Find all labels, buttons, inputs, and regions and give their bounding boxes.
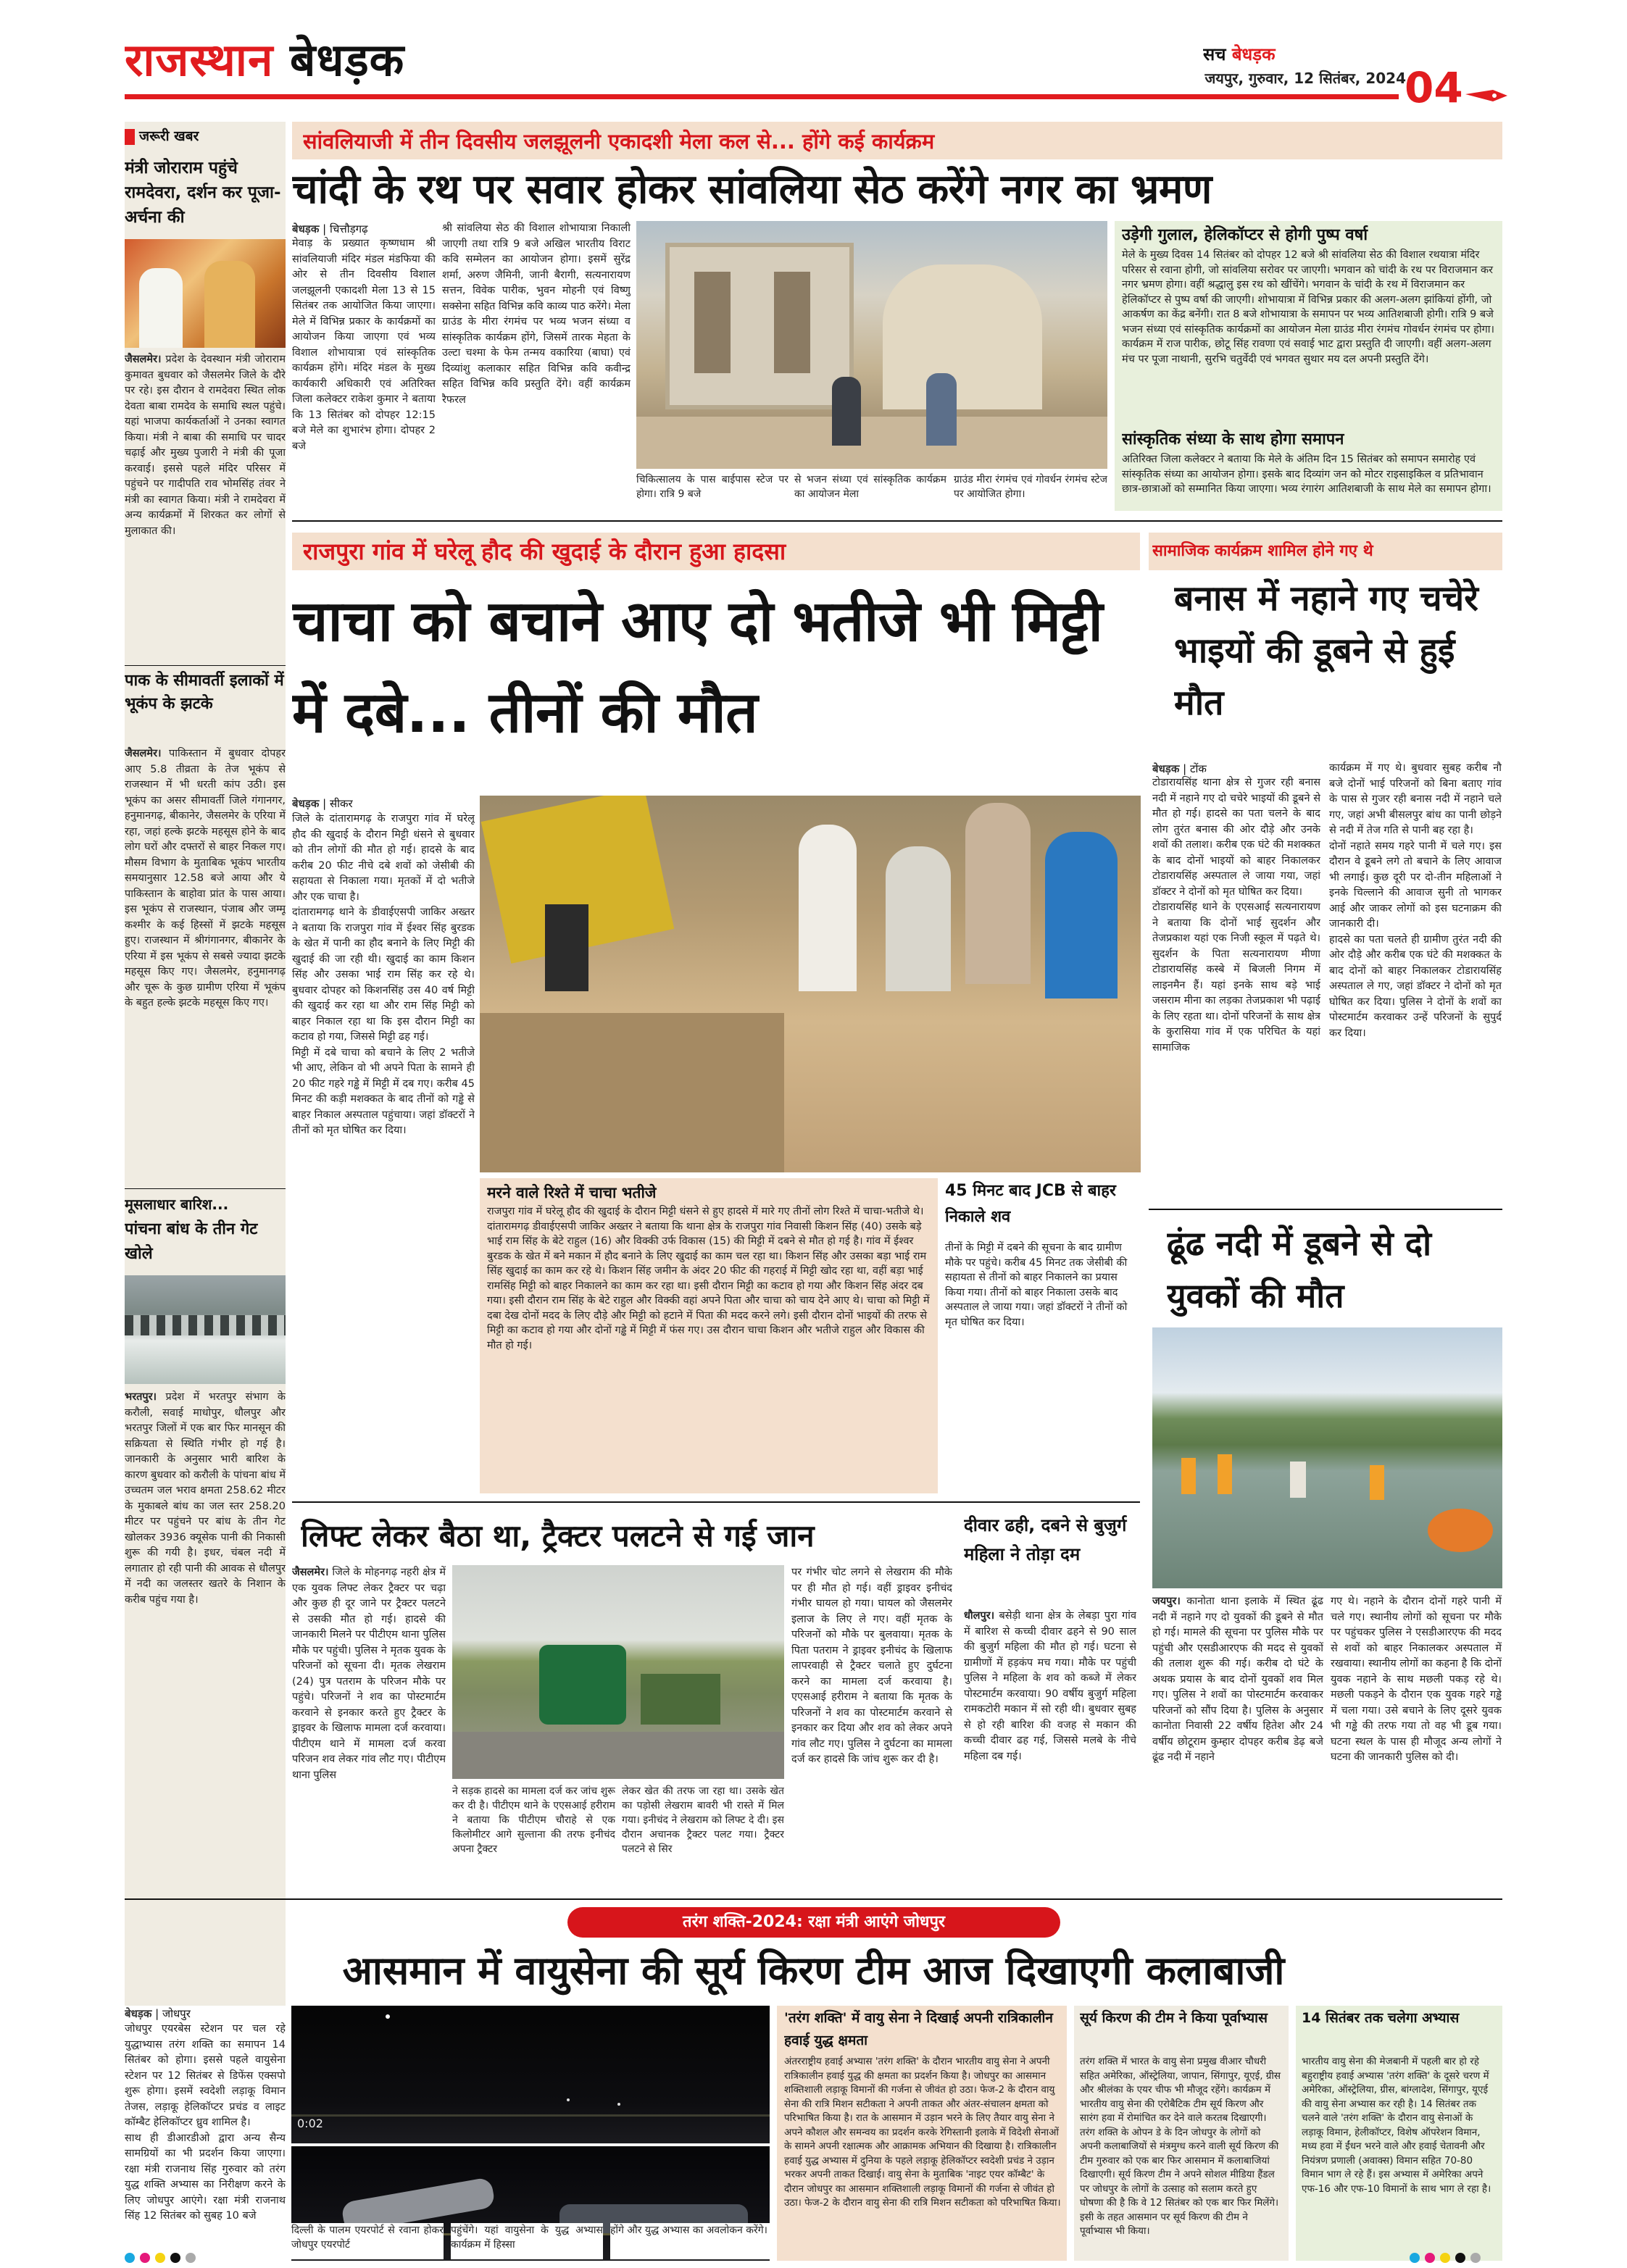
s1-text: प्रदेश के देवस्थान मंत्री जोराराम कुमावत बुधवार को जैसलमेर जिले के दौरे पर रहे। इस दौरान वे रामदेवरा स्थित लोक देवता बाबा रामदेव के समाधि स्थल पहुंचे। यहां भाजपा कार्यकर्ताओं ने उनका स्वागत किया। मंत्री ने बाबा की समाधि पर चादर चढ़ाई और मुख्य पुजारी ने मंत्री की पूजा करवाई। इससे पहले मंदिर परिसर में पहुंचने पर गादीपति राव भोमसिंह तंवर ने मंत्री का स्वागत किया। मंत्री ने रामदेवरा में अन्य कार्यक्रमों में शिरकत कर लोगों से मुलाकात की।: [125, 354, 286, 537]
story2-box-text: राजपुरा गांव में घरेलू हौद की खुदाई के दौरान मिट्टी धंसने से हुए हादसे में मारे गए तीनों लोग रिश्ते में चाचा-भतीजे थे। दांतारामगढ़ डीवाईएसपी जाकिर अख्तर ने बताया कि थाना क्षेत्र के राजपुरा गांव निवासी किशन सिंह (40) उसके बड़े भाई राम सिंह के बेटे राहुल (16) और विक्की उर्फ विकास (15) की मिट्टी में दबने से मौत हो गई है। गांव में ईश्वर बुरडक के खेत में बने मकान में हौद बनाने के लिए खुदाई का काम चल रहा था। किशन सिंह और उसका बड़ा भाई राम सिंह खुदाई का काम कर रहे थे। किशन सिंह जमीन के अंदर 20 फीट की गहराई में मिट्टी खोद रहा था, वहीं बड़ा भाई रामसिंह मिट्टी को बाहर निकालने का काम कर रहा था। इसी दौरान मिट्टी का कटाव हो गया और किशन सिंह अंदर दब गया। इसी दौरान राम सिंह के बेटे राहुल और विक्की वहां अपने पिता और चाचा को चाय देने आए थे। चाचा को मिट्टी में दबा देख दोनों मदद के लिए दौड़े और मिट्टी को हटाने में पिता की मदद करने लगे। इसी दौरान दोनों भाइयों की तरफ से मिट्टी का कटाव हो गया और दोनों गड्ढे में मिट्टी में फंस गए। उस दौरान चाचा किशन और भतीजे राहुल और विकास की मौत हो गई।: [487, 1206, 930, 1351]
byline-place: जोधपुर: [162, 2007, 191, 2020]
story7-box1-head: 'तरंग शक्ति' में वायु सेना ने दिखाई अपनी रात्रिकालीन हवाई युद्ध क्षमता: [784, 2010, 1053, 2048]
magenta-dot: [1425, 2253, 1435, 2263]
tag-black: सच: [1203, 44, 1226, 64]
story2-byline: बेधड़क | सीकर: [292, 797, 353, 810]
story3-col1: टोडारायसिंह थाना क्षेत्र से गुजर रही बनास नदी में नहाने गए दो चचेरे भाइयों की डूबने से मौत हो गई। हादसे का पता चलने के बाद लोग तुरंत बनास की ओर दौड़े और उनके शवों की तलाश। करीब एक घंटे की मशक्कत के बाद दोनों भाइयों को बाहर निकालकर टोडारायसिंह अस्पताल ले जाया गया, जहां डॉक्टर ने दोनों को मृत घोषित कर दिया। टोडारायसिंह थाने के एएसआई सत्यनारायण ने बताया कि दोनों भाई सुदर्शन और तेजप्रकाश यहां एक निजी स्कूल में पढ़ते थे। सुदर्शन के पिता सत्यनारायण मीणा टोडारायसिंह कस्बे में बिजली निगम में लाइनमैन हैं। यहां इनके साथ बड़े भाई जसराम मीना का लड़का तेजप्रकाश भी पढ़ाई के लिए रहता था। दोनों परिजनों के साथ क्षेत्र के कुरासिया गांव में एक परिचित के यहां सामाजिक: [1152, 777, 1320, 1054]
story7-night-photo-1: [291, 2006, 770, 2143]
sidebar-divider: [125, 665, 286, 666]
story1-side-head2: सांस्कृतिक संध्या के साथ होगा समापन: [1122, 430, 1344, 449]
story4-col1: [1152, 1594, 1323, 1884]
story1-cap1: चिकित्सालय के पास बाईपास स्टेज पर होगा। रात्रि 9 बजे: [636, 474, 788, 500]
story7-box2-text: तरंग शक्ति में भारत के वायु सेना प्रमुख वीआर चौधरी सहित अमेरिका, ऑस्ट्रेलिया, जापान, सिंगापुर, यूएई, ग्रीस और श्रीलंका के एयर चीफ भी मौजूद रहेंगे। कार्यक्रम में भारतीय वायु सेना की एरोबैटिक टीम सूर्य किरण और सारंग हवा में रोमांचित कर देने वाले करतब दिखाएगी। तरंग शक्ति के ओपन डे के दिन जोधपुर के लोगों को अपनी कलाबाजियों से मंत्रमुग्ध करने वाली सूर्य किरण की टीम गुरुवार को एक बार फिर आसमान में कलाबाजियां दिखाएगी। सूर्य किरण टीम ने अपने सोशल मीडिया हैंडल पर जोधपुर के लोगों के उत्साह को सलाम करते हुए घोषणा की है कि वे 12 सितंबर को एक बार फिर मिलेंगे। इसी के तहत आसमान पर सूर्य किरण की टीम ने पूर्वाभ्यास भी किया।: [1080, 2056, 1281, 2237]
grey-dot: [186, 2253, 196, 2263]
section-divider: [292, 1501, 1140, 1503]
story4-col2: गए थे। नहाने के दौरान दोनों गहरे पानी में चले गए। स्थानीय लोगों को सूचना पर मौके पर पहुंचकर पुलिस ने एसडीआरएफ की मदद से शवों को बाहर निकालकर अस्पताल में रखवाया। स्थानीय लोगों का कहना है कि दोनों युवक नहाने के साथ मछली पकड़ रहे थे। मछली पकड़ने के दौरान एक युवक गहरे गड्ढे में चला गया। उसे बचाने के लिए दूसरे युवक भी गड्ढे की तरफ गया तो वह भी डूब गया। घटना स्थल के पास ही मौजूद अन्य लोगों ने घटना की जानकारी पुलिस को दी।: [1331, 1596, 1502, 1763]
masthead-rule: [125, 94, 1399, 99]
story2-headline: चाचा को बचाने आए दो भतीजे भी मिट्टी में दबे... तीनों की मौत: [292, 589, 1103, 746]
story7-cap1: दिल्ली के पालम एयरपोर्ट से रवाना होकर जोधपुर एयरपोर्ट: [291, 2223, 444, 2259]
story3-headline: बनास में नहाने गए चचेरे भाइयों की डूबने से हुई मौत: [1174, 578, 1478, 723]
s1-place: जैसलमेर।: [125, 354, 162, 365]
story7-kicker: तरंग शक्ति-2024: रक्षा मंत्री आएंगे जोधपुर: [683, 1913, 945, 1931]
story1-col2: श्री सांवलिया सेठ की विशाल शोभायात्रा निकाली जाएगी तथा रात्रि 9 बजे अखिल भारतीय विराट कवि सम्मेलन का आयोजन होगा। इसमें सुरेंद्र शर्मा, अरुण जैमिनी, जानी बैरागी, सत्यनारायण सत्तन, विवेक पारीक, भुवन मोहनी एवं विष्णु सक्सेना सहित विभिन्न कवि काव्य पाठ करेंगे। मेला ग्राउंड के मीरा रंगमंच पर भव्य भजन संध्या व सांस्कृतिक कार्यक्रम होंगे, जिसमें तारक मेहता के उल्टा चश्मा के फेम तन्मय वकारिया (बाघा) एवं दिव्यांशु कलाकार सहित विभिन्न कवि कवीन्द्र सहित विभिन्न कवि प्रस्तुति देंगे। वहीं कार्यक्रम रैफरल: [442, 222, 631, 406]
registration-marks-left: [125, 2252, 219, 2265]
s2-title: पाक के सीमावर्ती इलाकों में भूकंप के झटके: [125, 672, 284, 713]
s3-place: भरतपुर।: [125, 1391, 157, 1403]
story1-kicker: सांवलियाजी में तीन दिवसीय जलझूलनी एकादशी मेला कल से... होंगे कई कार्यक्रम: [303, 129, 935, 154]
story6-place: धौलपुर।: [964, 1610, 995, 1622]
byline-place: सीकर: [329, 797, 353, 810]
cyan-dot: [1410, 2253, 1420, 2263]
byline-brand: बेधड़क: [125, 2007, 152, 2020]
story5-headline: लिफ्ट लेकर बैठा था, ट्रैक्टर पलटने से गई जान: [301, 1518, 815, 1554]
s2-place: जैसलमेर।: [125, 748, 162, 759]
brand-black: बेधड़क: [289, 33, 405, 86]
magenta-dot: [140, 2253, 150, 2263]
black-dot: [170, 2253, 180, 2263]
story7-cap3: होंगे और युद्ध अभ्यास का अवलोकन करेंगे।: [610, 2223, 770, 2259]
story2-jcb-text: तीनों के मिट्टी में दबने की सूचना के बाद ग्रामीण मौके पर पहुंचे। करीब 45 मिनट तक जेसीबी की सहायता से तीनों को बाहर निकालने का प्रयास किया गया। तीनों को बाहर निकाला उसके बाद अस्पताल ले जाया गया। जहां डॉक्टरों ने तीनों को मृत घोषित कर दिया।: [945, 1242, 1128, 1328]
story1-side-text2: अतिरिक्त जिला कलेक्टर ने बताया कि मेले के अंतिम दिन 15 सितंबर को समापन समारोह एवं सांस्कृतिक संध्या का आयोजन होगा। इसके बाद दिव्यांग जन को मोटर राइसाइकिल व प्रतिभावान छात्र-छात्राओं को सम्मानित किया जाएगा। भव्य रंगारंग आतिशबाजी के साथ मेले का समापन होगा।: [1122, 454, 1491, 495]
cyan-dot: [125, 2253, 135, 2263]
story3-col2: कार्यक्रम में गए थे। बुधवार सुबह करीब नौ बजे दोनों भाई परिजनों को बिना बताए गांव के पास से गुजर रही बनास नदी में नहाने चले गए, जहां अभी बीसलपुर बांध का पानी छोड़ने से नदी में तेज गति से पानी बह रहा है। दोनों नहाते समय गहरे पानी में चले गए। इस दौरान वे डूबने लगे तो बचाने के लिए आवाज भी लगाई। कुछ दूरी पर दो-तीन महिलाओं ने इनके चिल्लाने की आवाज सुनी तो भागकर आई और जाकर लोगों को इस घटनाक्रम की जानकारी दी। हादसे का पता चलते ही ग्रामीण तुरंत नदी की ओर दौड़े और करीब एक घंटे की मशक्कत के बाद दोनों को बाहर निकालकर टोडारायसिंह अस्पताल ले गए, जहां डॉक्टर ने दोनों को मृत घोषित कर दिया। पुलिस ने दोनों के शवों का पोस्टमार्टम करवाकर उन्हें परिजनों के सुपुर्द कर दिया।: [1329, 762, 1502, 1039]
brand-logo: [125, 28, 530, 93]
s1-title: मंत्री जोराराम पहुंचे रामदेवरा, दर्शन कर पूजा-अर्चना की: [125, 159, 281, 227]
story7-box1-text: अंतरराष्ट्रीय हवाई अभ्यास 'तरंग शक्ति' के दौरान भारतीय वायु सेना ने अपनी रात्रिकालीन हवाई युद्ध की क्षमता का प्रदर्शन किया है। जोधपुर का आसमान शक्तिशाली लड़ाकू विमानों की गर्जना से जीवंत हो उठा। फेज-2 के दौरान वायु सेना की रात्रि मिशन सटीकता ने अपनी ताकत और अंतर-संचालन क्षमता को परिभाषित किया है। रात के आसमान में उड़ान भरने के लिए तैयार वायु सेना ने अपने कौशल और समन्वय का प्रदर्शन करके रेगिस्तानी इलाके में विदेशी सेनाओं के सामने अपनी रक्षात्मक और आक्रामक अभियान की दिखाया है। रात्रिकालीन हवाई युद्ध अभ्यास में दुनिया के पहले लड़ाकू हेलिकॉप्टर स्वदेशी प्रचंड ने उड़ान भरकर अपनी ताकत दिखाई। वायु सेना के मुताबिक 'नाइट एयर कॉम्बैट' के दौरान जोधपुर का आसमान शक्तिशाली लड़ाकू विमानों की गर्जना से जीवंत हो उठा। फेज-2 के दौरान वायु सेना की रात्रि मिशन सटीकता को परिभाषित किया।: [784, 2056, 1061, 2209]
story4-river-photo: [1152, 1327, 1502, 1588]
story1-col1: मेवाड़ के प्रख्यात कृष्णधाम श्री सांवलियाजी मंदिर मंडल मंडफिया की ओर से तीन दिवसीय विशाल जलझूलनी एकादशी मेला 13 से 15 सितंबर तक आयोजित किया जाएगा। मेले में विभिन्न प्रकार के कार्यक्रमों का आयोजन किया जाएगा एवं भव्य विशाल शोभायात्रा एवं सांस्कृतिक कार्यक्रम होंगे। मंदिर मंडल के मुख्य कार्यकारी अधिकारी एवं अतिरिक्त जिला कलेक्टर राकेश कुमार ने बताया कि 13 सितंबर को दोपहर 12:15 बजे मेले का शुभारंभ होगा। दोपहर 2 बजे: [292, 238, 436, 452]
story4-headline: ढूंढ नदी में डूबने से दो युवकों की मौत: [1167, 1224, 1432, 1315]
sidebar-divider: [125, 1188, 286, 1189]
byline-brand: बेधड़क: [292, 797, 320, 810]
byline-brand: बेधड़क: [292, 222, 320, 235]
story5-col1-text: जिले के मोहनगढ़ नहरी क्षेत्र में एक युवक लिफ्ट लेकर ट्रैक्टर पर चढ़ा और कुछ ही दूर जाने पर ट्रैक्टर पलटने से उसकी मौत हो गई। हादसे की जानकारी मिलने पर पीटीएम थाना पुलिस मौके पर पहुंची। पुलिस ने मृतक युवक के परिजनों को सूचना दी। मृतक लेखराम (24) पुत्र पतराम के परिजन मौके पर पहुंचे। परिजनों ने शव का पोस्टमार्टम करवाने से इनकार करते हुए ट्रैक्टर के ड्राइवर के खिलाफ मामला दर्ज करवाया। पीटीएम थाने में मामला दर्ज करवा परिजन शव लेकर गांव लौट गए। पीटीएम थाना पुलिस: [292, 1567, 446, 1781]
story2-body: जिले के दांतारामगढ़ के राजपुरा गांव में घरेलू हौद की खुदाई के दौरान मिट्टी धंसने से बुधवार को तीन लोगों की मौत हो गई। हादसे के बाद करीब 20 फीट नीचे दबे शवों को जेसीबी की सहायता से निकाला गया। मृतकों में दो भतीजे और एक चाचा है। दांतारामगढ़ थाने के डीवाईएसपी जाकिर अख्तर ने बताया कि राजपुरा गांव में ईश्वर सिंह बुरडक के खेत में पानी का हौद बनाने के लिए मिट्टी की खुदाई की जा रही थी। खुदाई का काम किशन सिंह और उसका भाई राम सिंह कर रहे थे। बुधवार दोपहर को किशनसिंह उस 40 वर्ष मिट्टी की खुदाई कर रहा था और राम सिंह मिट्टी को बाहर निकाल रहा था कि इस दौरान मिट्टी का कटाव हो गया, जिससे मिट्टी ढह गई। मिट्टी में दबे चाचा को बचाने के लिए 2 भतीजे भी आए, लेकिन वो भी अपने पिता के सामने ही 20 फीट गहरे गड्ढे में मिट्टी में दब गए। करीब 45 मिनट की कड़ी मशक्कत के बाद तीनों को गड्ढे से बाहर निकाल अस्पताल पहुंचाया। जहां डॉक्टरों ने तीनों को मृत घोषित कर दिया।: [292, 813, 475, 1136]
s3-text: प्रदेश में भरतपुर संभाग के करौली, सवाई माधोपुर, धौलपुर और भरतपुर जिलों में एक बार फिर मानसून की सक्रियता से स्थिति गंभीर हो गई है। जानकारी के अनुसार भारी बारिश के कारण बुधवार को करौली के पांचना बांध में उच्चतम जल भराव क्षमता 258.62 मीटर के मुकाबले बांध का जल स्तर 258.20 मीटर पर पहुंचने पर बांध के तीन गेट खोलकर 3936 क्यूसेक पानी की निकासी शुरू की गयी है। इधर, चंबल नदी में लगातार हो रही पानी की आवक से धौलपुर में नदी का जलस्तर खतरे के निशान के करीब पहुंच गया है।: [125, 1391, 286, 1606]
story3-kicker: सामाजिक कार्यक्रम शामिल होने गए थे: [1152, 542, 1373, 560]
story6-headline: दीवार ढही, दबने से बुजुर्ग महिला ने तोड़ा दम: [964, 1515, 1127, 1564]
story5-cap1: ने सड़क हादसे का मामला दर्ज कर जांच शुरू कर दी है। पीटीएम थाने के एएसआई हरीराम ने बताया कि पीटीएम चौराहे से एक किलोमीटर आगे सुल्ताना की तरफ इनीचंद अपना ट्रैक्टर: [452, 1785, 615, 1855]
story2-jcb-head: 45 मिनट बाद JCB से बाहर निकाले शव: [945, 1182, 1116, 1226]
s3-photo: [125, 1275, 286, 1384]
story1-side-text1: मेले के मुख्य दिवस 14 सितंबर को दोपहर 12 बजे श्री सांवलिया सेठ की विशाल रथयात्रा मंदिर परिसर से रवाना होगी, जो सांवलिया सरोवर पर जाएगी। भगवान को चांदी के रथ पर विराजमान कर नगर भ्रमण होगा। वहीं श्रद्धालु इस रथ को खींचेंगे। भगवान के चांदी के रथ में विराजमान कर हेलिकॉप्टर से पुष्प वर्षा की जाएगी। शोभायात्रा में विभिन्न प्रकार की अलग-अलग झांकियां होंगी, जो आकर्षण का केंद्र बनेंगी। रात 8 बजे शोभायात्रा के समापन पर भव्य आतिशबाजी होगी। रात्रि 9 बजे भजन संध्या एवं सांस्कृतिक कार्यक्रमों का आयोजन मेला ग्राउंड मीरा रंगमंच गोवर्धन रंगमंच पर होगा। कार्यक्रम में राज पारीक, छोटू सिंह रावणा एवं सवाई भाट द्वारा प्रस्तुति दी जाएगी। वहीं अलग-अलग मंच पर पूजा नाथानी, सुरभि चतुर्वेदी एवं भगवत सुथार मय दल अपनी प्रस्तुति देंगे।: [1122, 249, 1494, 365]
yellow-dot: [1440, 2253, 1450, 2263]
s1-body: [125, 352, 286, 664]
story1-temple-photo: [636, 221, 1107, 469]
byline-brand: बेधड़क: [1152, 762, 1180, 775]
story2-kicker: राजपुरा गांव में घरेलू हौद की खुदाई के दौरान हुआ हादसा: [303, 538, 786, 565]
story5-col2: पर गंभीर चोट लगने से लेखराम की मौके पर ही मौत हो गई। वहीं ड्राइवर इनीचंद गंभीर घायल हो गया। घायल को जैसलमेर इलाज के लिए ले गए। वहीं मृतक के परिजनों को मौके पर बुलवाया। मृतक के पिता पतराम ने ड्राइवर इनीचंद के खिलाफ लापरवाही से ट्रैक्टर चलाते हुए दुर्घटना करने का मामला दर्ज करवाया है। एएसआई हरीराम ने बताया कि मृतक के परिजनों ने शव का पोस्टमार्टम करवाने से इनकार कर दिया और शव को लेकर अपने गांव लौट गए। पुलिस ने दुर्घटना का मामला दर्ज कर हादसे कि जांच शुरू कर दी है।: [791, 1567, 952, 1765]
s3-title: पांचना बांध के तीन गेट खोले: [125, 1220, 258, 1263]
s2-body: [125, 746, 286, 1181]
story7-box3-head: 14 सितंबर तक चलेगा अभ्यास: [1302, 2010, 1460, 2026]
story5-place: जैसलमेर।: [292, 1567, 329, 1578]
story1-headline: चांदी के रथ पर सवार होकर सांवलिया सेठ करेंगे नगर का भ्रमण: [292, 166, 1212, 213]
masthead: [0, 0, 1627, 107]
page-number: 04: [1405, 63, 1463, 107]
story1-byline: बेधड़क | चित्तौड़गढ़: [292, 222, 368, 235]
story4-col1-text: कानोता थाना इलाके में स्थित ढूंढ नदी में नहाने गए दो युवकों की डूबने से मौत हो गई। मामले की सूचना पर पुलिस मौके पर पहुंची और एसडीआरएफ की मदद से युवकों की तलाश शुरू की गई। करीब दो घंटे के अथक प्रयास के बाद दोनों युवकों शव मिल गए। पुलिस ने शवों का पोस्टमार्टम करवाकर परिजनों को सौंप दिया है। पुलिस के अनुसार कानोता निवासी 22 वर्षीय हितेश और 24 वर्षीय छोटूराम कुम्हार दोपहर करीब डेढ़ बजे ढूंढ नदी में नहाने: [1152, 1596, 1323, 1763]
story3-byline: बेधड़क | टोंक: [1152, 762, 1207, 775]
story7-headline: आसमान में वायुसेना की सूर्य किरण टीम आज दिखाएगी कलाबाजी: [342, 1948, 1285, 1993]
video-timestamp: 0:02: [297, 2117, 323, 2130]
story4-place: जयपुर।: [1152, 1596, 1181, 1607]
section-divider: [125, 1898, 1502, 1900]
tag-red: बेधड़क: [1231, 44, 1276, 64]
yellow-dot: [155, 2253, 165, 2263]
s3-body: [125, 1390, 286, 1767]
s1-photo: [125, 239, 286, 348]
story7-cap2: पहुंचेंगे। यहां वायुसेना के युद्ध अभ्यास कार्यक्रम में हिस्सा: [451, 2223, 603, 2259]
story7-col1: जोधपुर एयरबेस स्टेशन पर चल रहे युद्धाभ्यास तरंग शक्ति का समापन 14 सितंबर को होगा। इससे पहले वायुसेना स्टेशन पर 12 सितंबर से डिफेंस एक्सपो शुरू होगा। इसमें स्वदेशी लड़ाकू विमान तेजस, लड़ाकू हेलिकॉप्टर प्रचंड व लाइट कॉम्बैट हेलिकॉप्टर ध्रुव शामिल है। साथ ही डीआरडीओ द्वारा अन्य सैन्य सामग्रियों का भी प्रदर्शन किया जाएगा। रक्षा मंत्री राजनाथ सिंह गुरुवार को तरंग युद्ध शक्ति अभ्यास का निरीक्षण करने के लिए जोधपुर आएंगे। रक्षा मंत्री राजनाथ सिंह 12 सितंबर को सुबह 10 बजे: [125, 2023, 286, 2222]
s3-kicker: मूसलाधार बारिश...: [125, 1196, 229, 1213]
story1-side-head1: उड़ेगी गुलाल, हेलिकॉप्टर से होगी पुष्प वर्षा: [1122, 226, 1368, 244]
story2-box-head: मरने वाले रिश्ते में चाचा भतीजे: [487, 1184, 657, 1201]
registration-marks-right: [1410, 2252, 1504, 2265]
sidebar-label-text: जरूरी खबर: [139, 128, 199, 144]
story7-byline: बेधड़क | जोधपुर: [125, 2007, 191, 2020]
story5-accident-photo: [452, 1565, 784, 1779]
s2-text: पाकिस्तान में बुधवार दोपहर आए 5.8 तीव्रता के तेज भूकंप से राजस्थान में भी धरती कांप उठी। इस भूकंप का असर सीमावर्ती जिले गंगानगर, हनुमानगढ़, बीकानेर, जैसलमेर के एरिया में रहा, जहां हल्के झटके महसूस होने के बाद लोग घरों और दफ्तरों से बाहर निकल गए। मौसम विभाग के मुताबिक भूकंप भारतीय समयानुसार 12.58 बजे आया और ये पाकिस्तान के बाहोवा प्रांत के पास आया। इस भूकंप से राजस्थान, पंजाब और जम्मू कश्मीर के कई हिस्सों में झटके महसूस हुए। राजस्थान में श्रीगंगानगर, बीकानेर के एरिया में इस भूकंप से सबसे ज्यादा झटके महसूस किए गए। जैसलमेर, हनुमानगढ़ और चूरू के कुछ ग्रामीण एरिया में भूकंप के बहुत हल्के झटके महसूस किए गए।: [125, 748, 286, 1009]
story7-box2-head: सूर्य किरण की टीम ने किया पूर्वाभ्यास: [1080, 2010, 1268, 2026]
sidebar-label: [125, 123, 286, 149]
section-divider: [1149, 1209, 1502, 1210]
grey-dot: [1470, 2253, 1481, 2263]
brand-red: राजस्थान: [125, 33, 274, 86]
story2-rescue-photo: [480, 796, 1141, 1172]
story7-box3-text: भारतीय वायु सेना की मेजबानी में पहली बार हो रहे बहुराष्ट्रीय हवाई अभ्यास 'तरंग शक्ति' के दूसरे चरण में अमेरिका, ऑस्ट्रेलिया, ग्रीस, बांग्लादेश, सिंगापुर, यूएई की वायु सेना अभ्यास कर रही है। 14 सितंबर तक चलने वाले 'तरंग शक्ति' के दौरान वायु सेनाओं के लड़ाकू विमान, हेलीकॉप्टर, विशेष ऑपरेशन विमान, मध्य हवा में ईंधन भरने वाले और हवाई चेतावनी और नियंत्रण प्रणाली (अवाक्स) विमान सहित 70-80 विमान भाग ले रहे हैं। इस अभ्यास में अमेरिका अपने एफ-16 और एफ-10 विमानों के साथ भाग ले रहा है।: [1302, 2056, 1491, 2195]
story1-cap3: ग्राउंड मीरा रंगमंच एवं गोवर्धन रंगमंच स्टेज पर आयोजित होगा।: [954, 474, 1107, 500]
black-dot: [1455, 2253, 1465, 2263]
dateline: जयपुर, गुरुवार, 12 सितंबर, 2024: [1204, 70, 1406, 87]
byline-place: चित्तौड़गढ़: [329, 222, 368, 235]
pen-nib-icon: [1465, 74, 1509, 106]
story5-cap2: लेकर खेत की तरफ जा रहा था। उसके खेत का पड़ोसी लेखराम बावरी भी रास्ते में मिल गया। इनीचंद ने लेखराम को लिफ्ट दे दी। इस दौरान अचानक ट्रैक्टर पलट गया। ट्रैक्टर पलटने से सिर: [622, 1785, 784, 1855]
story6-body: [964, 1609, 1136, 1884]
masthead-tag: [1203, 42, 1391, 65]
section-divider: [292, 520, 1502, 522]
story6-text: बसेड़ी थाना क्षेत्र के लेबड़ा पुरा गांव में बारिश से कच्ची दीवार ढहने से 90 साल की बुजुर्ग महिला की मौत हो गई। घटना से ग्रामीणों में हड़कंप मच गया। मौके पर पहुंची पुलिस ने महिला के शव को कब्जे में लेकर पोस्टमार्टम करवाया। 90 वर्षीय बुजुर्ग महिला रामकटोरी मकान में सो रही थी। बुधवार सुबह से हो रही बारिश की वजह से मकान की कच्ची दीवार ढह गई, जिससे मलबे के नीचे महिला दब गई।: [964, 1610, 1136, 1762]
story5-col1: [292, 1565, 446, 1884]
byline-place: टोंक: [1189, 762, 1207, 775]
story1-cap2: से भजन संध्या एवं सांस्कृतिक कार्यक्रम का आयोजन मेला: [794, 474, 946, 500]
